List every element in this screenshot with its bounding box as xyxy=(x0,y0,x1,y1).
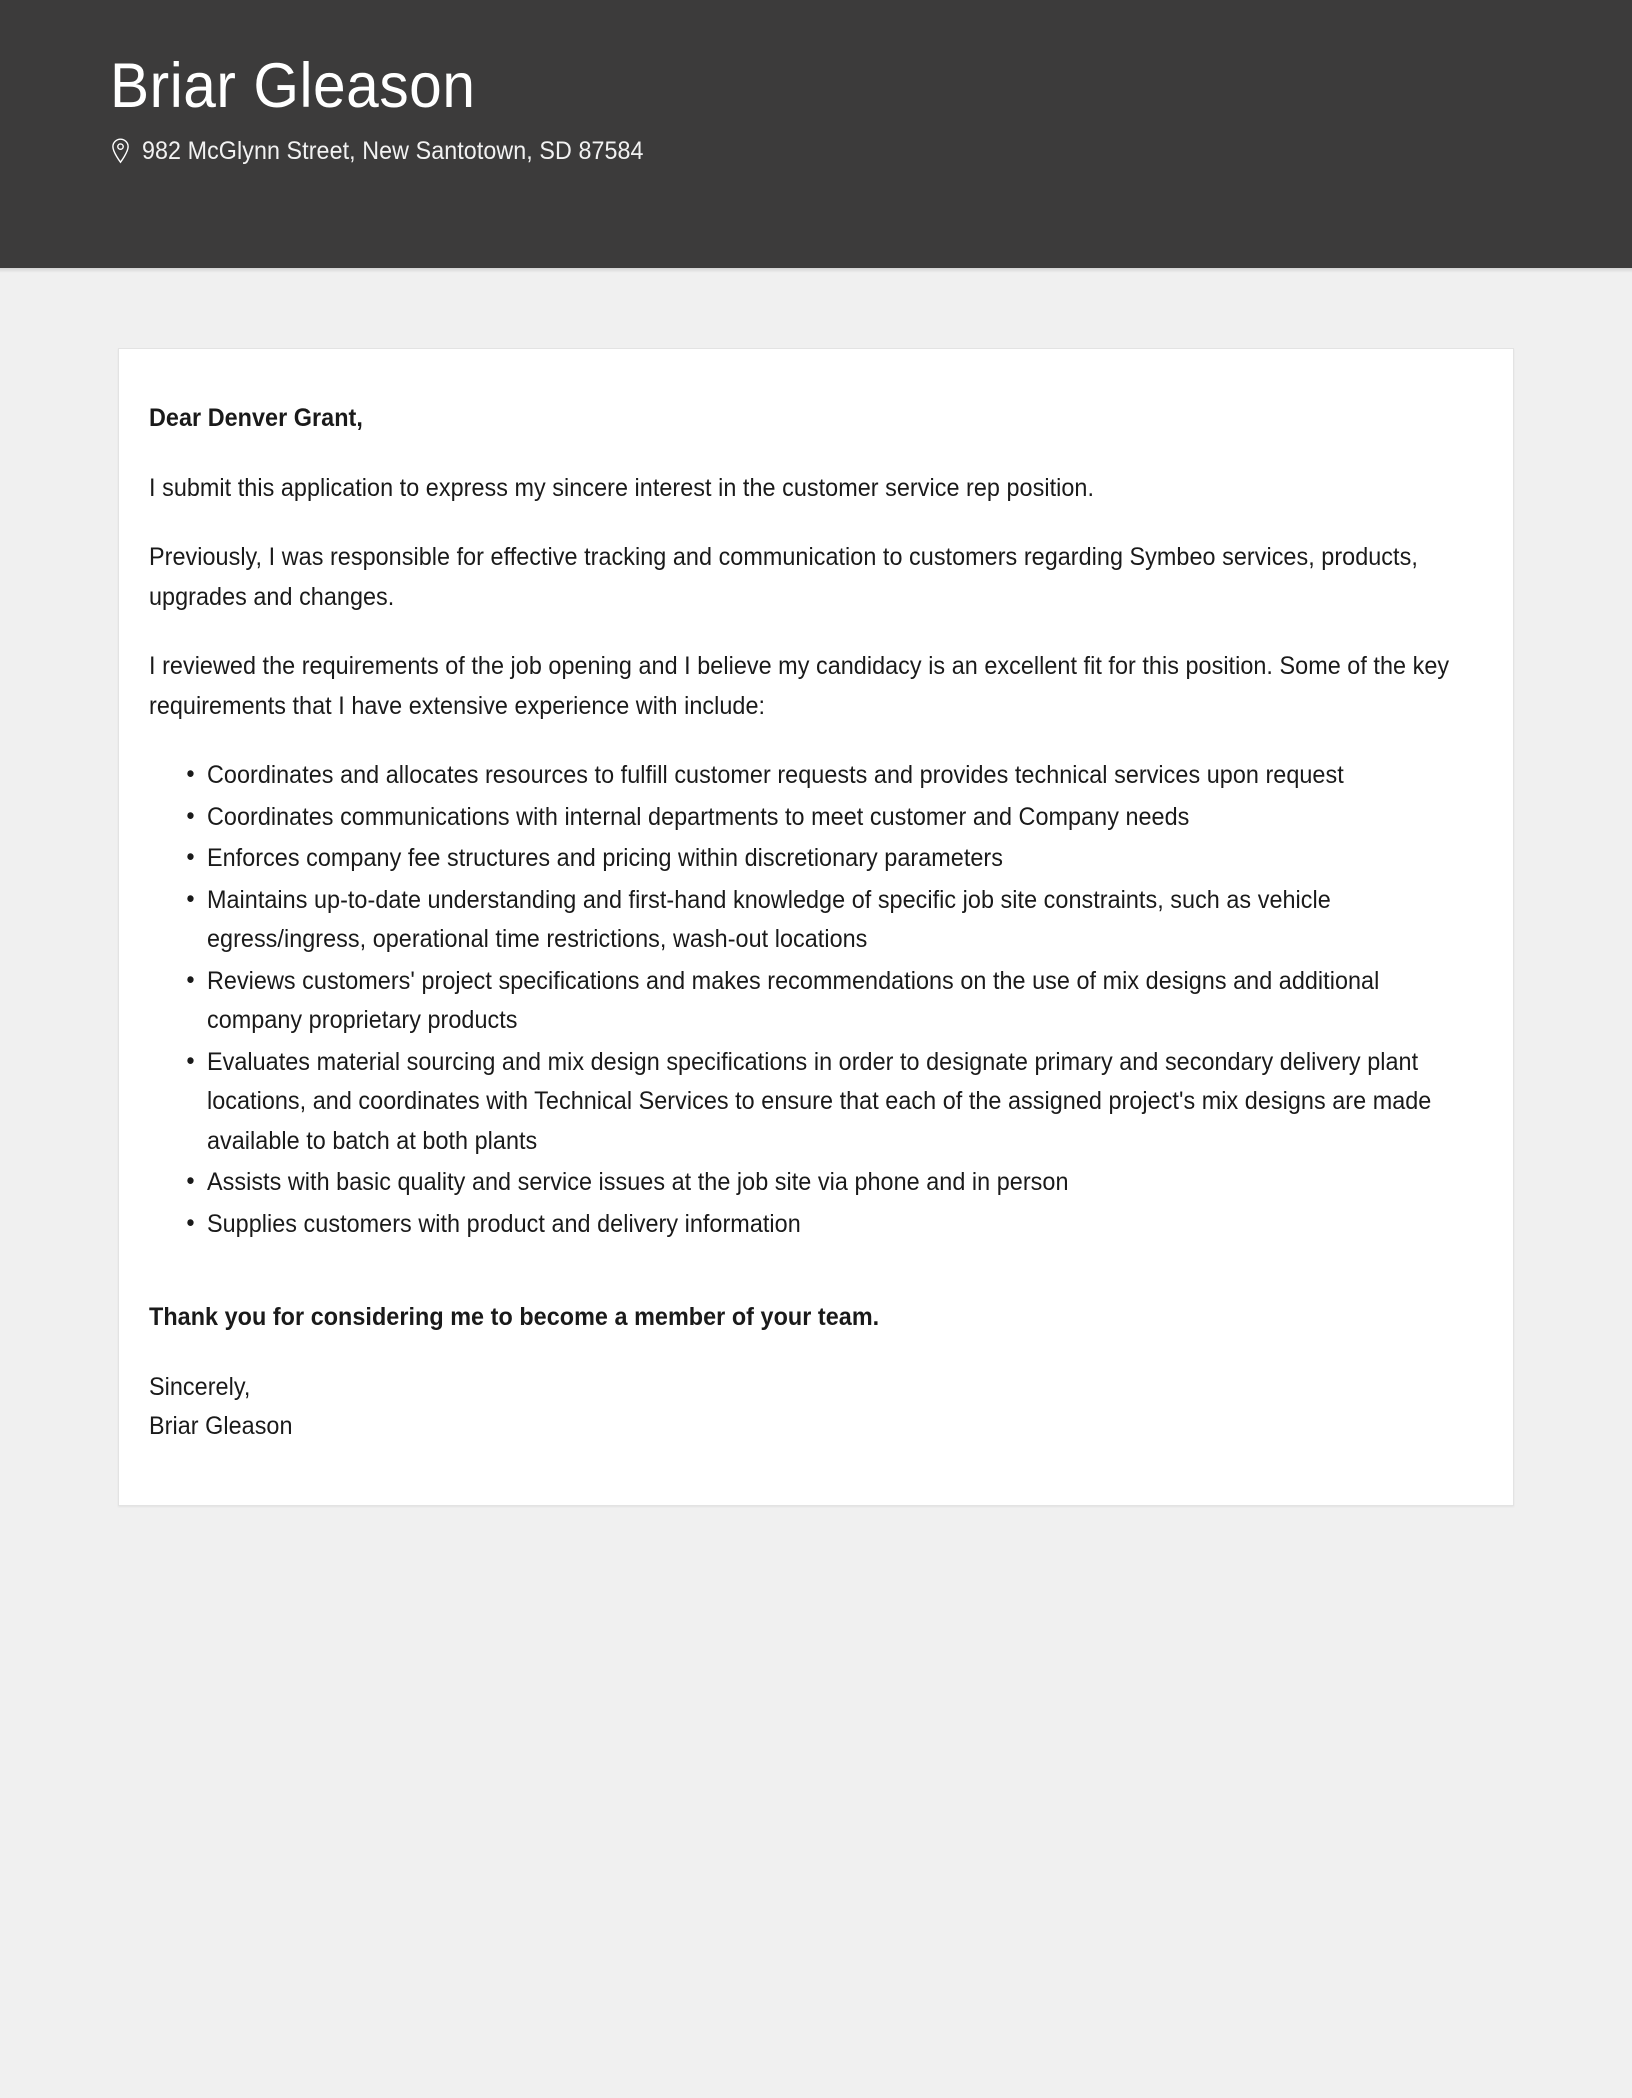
address-text: 982 McGlynn Street, New Santotown, SD 87584 xyxy=(142,137,644,166)
list-item: • Supplies customers with product and delivery information xyxy=(186,1205,1471,1245)
page-title: Briar Gleason xyxy=(110,51,476,121)
location-pin-icon xyxy=(110,138,131,164)
requirements-list xyxy=(149,756,1472,1244)
signoff-valediction: Sincerely, xyxy=(149,1372,251,1401)
contact-address-row xyxy=(110,136,1632,166)
letter-card xyxy=(118,348,1514,1506)
list-item: • Evaluates material sourcing and mix design specifications in order to designate primary and secondary delivery plant locations, and coordinates with Technical Services to ensure that each of the assigned project's mix designs are made available to batch at both plants xyxy=(186,1043,1471,1162)
intro-paragraph: I submit this application to express my sincere interest in the customer service rep position. xyxy=(149,473,1095,502)
experience-paragraph: Previously, I was responsible for effective tracking and communication to customers regarding Symbeo services, products, upgrades and changes. xyxy=(149,543,1418,611)
closing-thanks: Thank you for considering me to become a member of your team. xyxy=(149,1303,880,1331)
letter-header xyxy=(0,0,1632,268)
list-item: • Maintains up-to-date understanding and first-hand knowledge of specific job site constraints, such as vehicle egress/ingress, operational time restrictions, wash-out locations xyxy=(186,881,1471,960)
list-item: • Enforces company fee structures and pricing within discretionary parameters xyxy=(186,839,1471,879)
letter-body xyxy=(149,399,1471,1447)
requirements-intro-paragraph: I reviewed the requirements of the job opening and I believe my candidacy is an excellent fit for this position. Some of the key requirements that I have extensive experience with include: xyxy=(149,652,1450,720)
letter-card-wrapper xyxy=(0,268,1632,1506)
salutation: Dear Denver Grant, xyxy=(149,404,363,432)
list-item: • Assists with basic quality and service issues at the job site via phone and in person xyxy=(186,1163,1471,1203)
list-item: • Reviews customers' project specifications and makes recommendations on the use of mix designs and additional company proprietary products xyxy=(186,962,1471,1041)
list-item: • Coordinates and allocates resources to fulfill customer requests and provides technical services upon request xyxy=(186,756,1471,796)
signoff-name: Briar Gleason xyxy=(149,1412,293,1440)
signoff-block xyxy=(149,1368,1472,1447)
list-item: • Coordinates communications with internal departments to meet customer and Company needs xyxy=(186,798,1471,838)
